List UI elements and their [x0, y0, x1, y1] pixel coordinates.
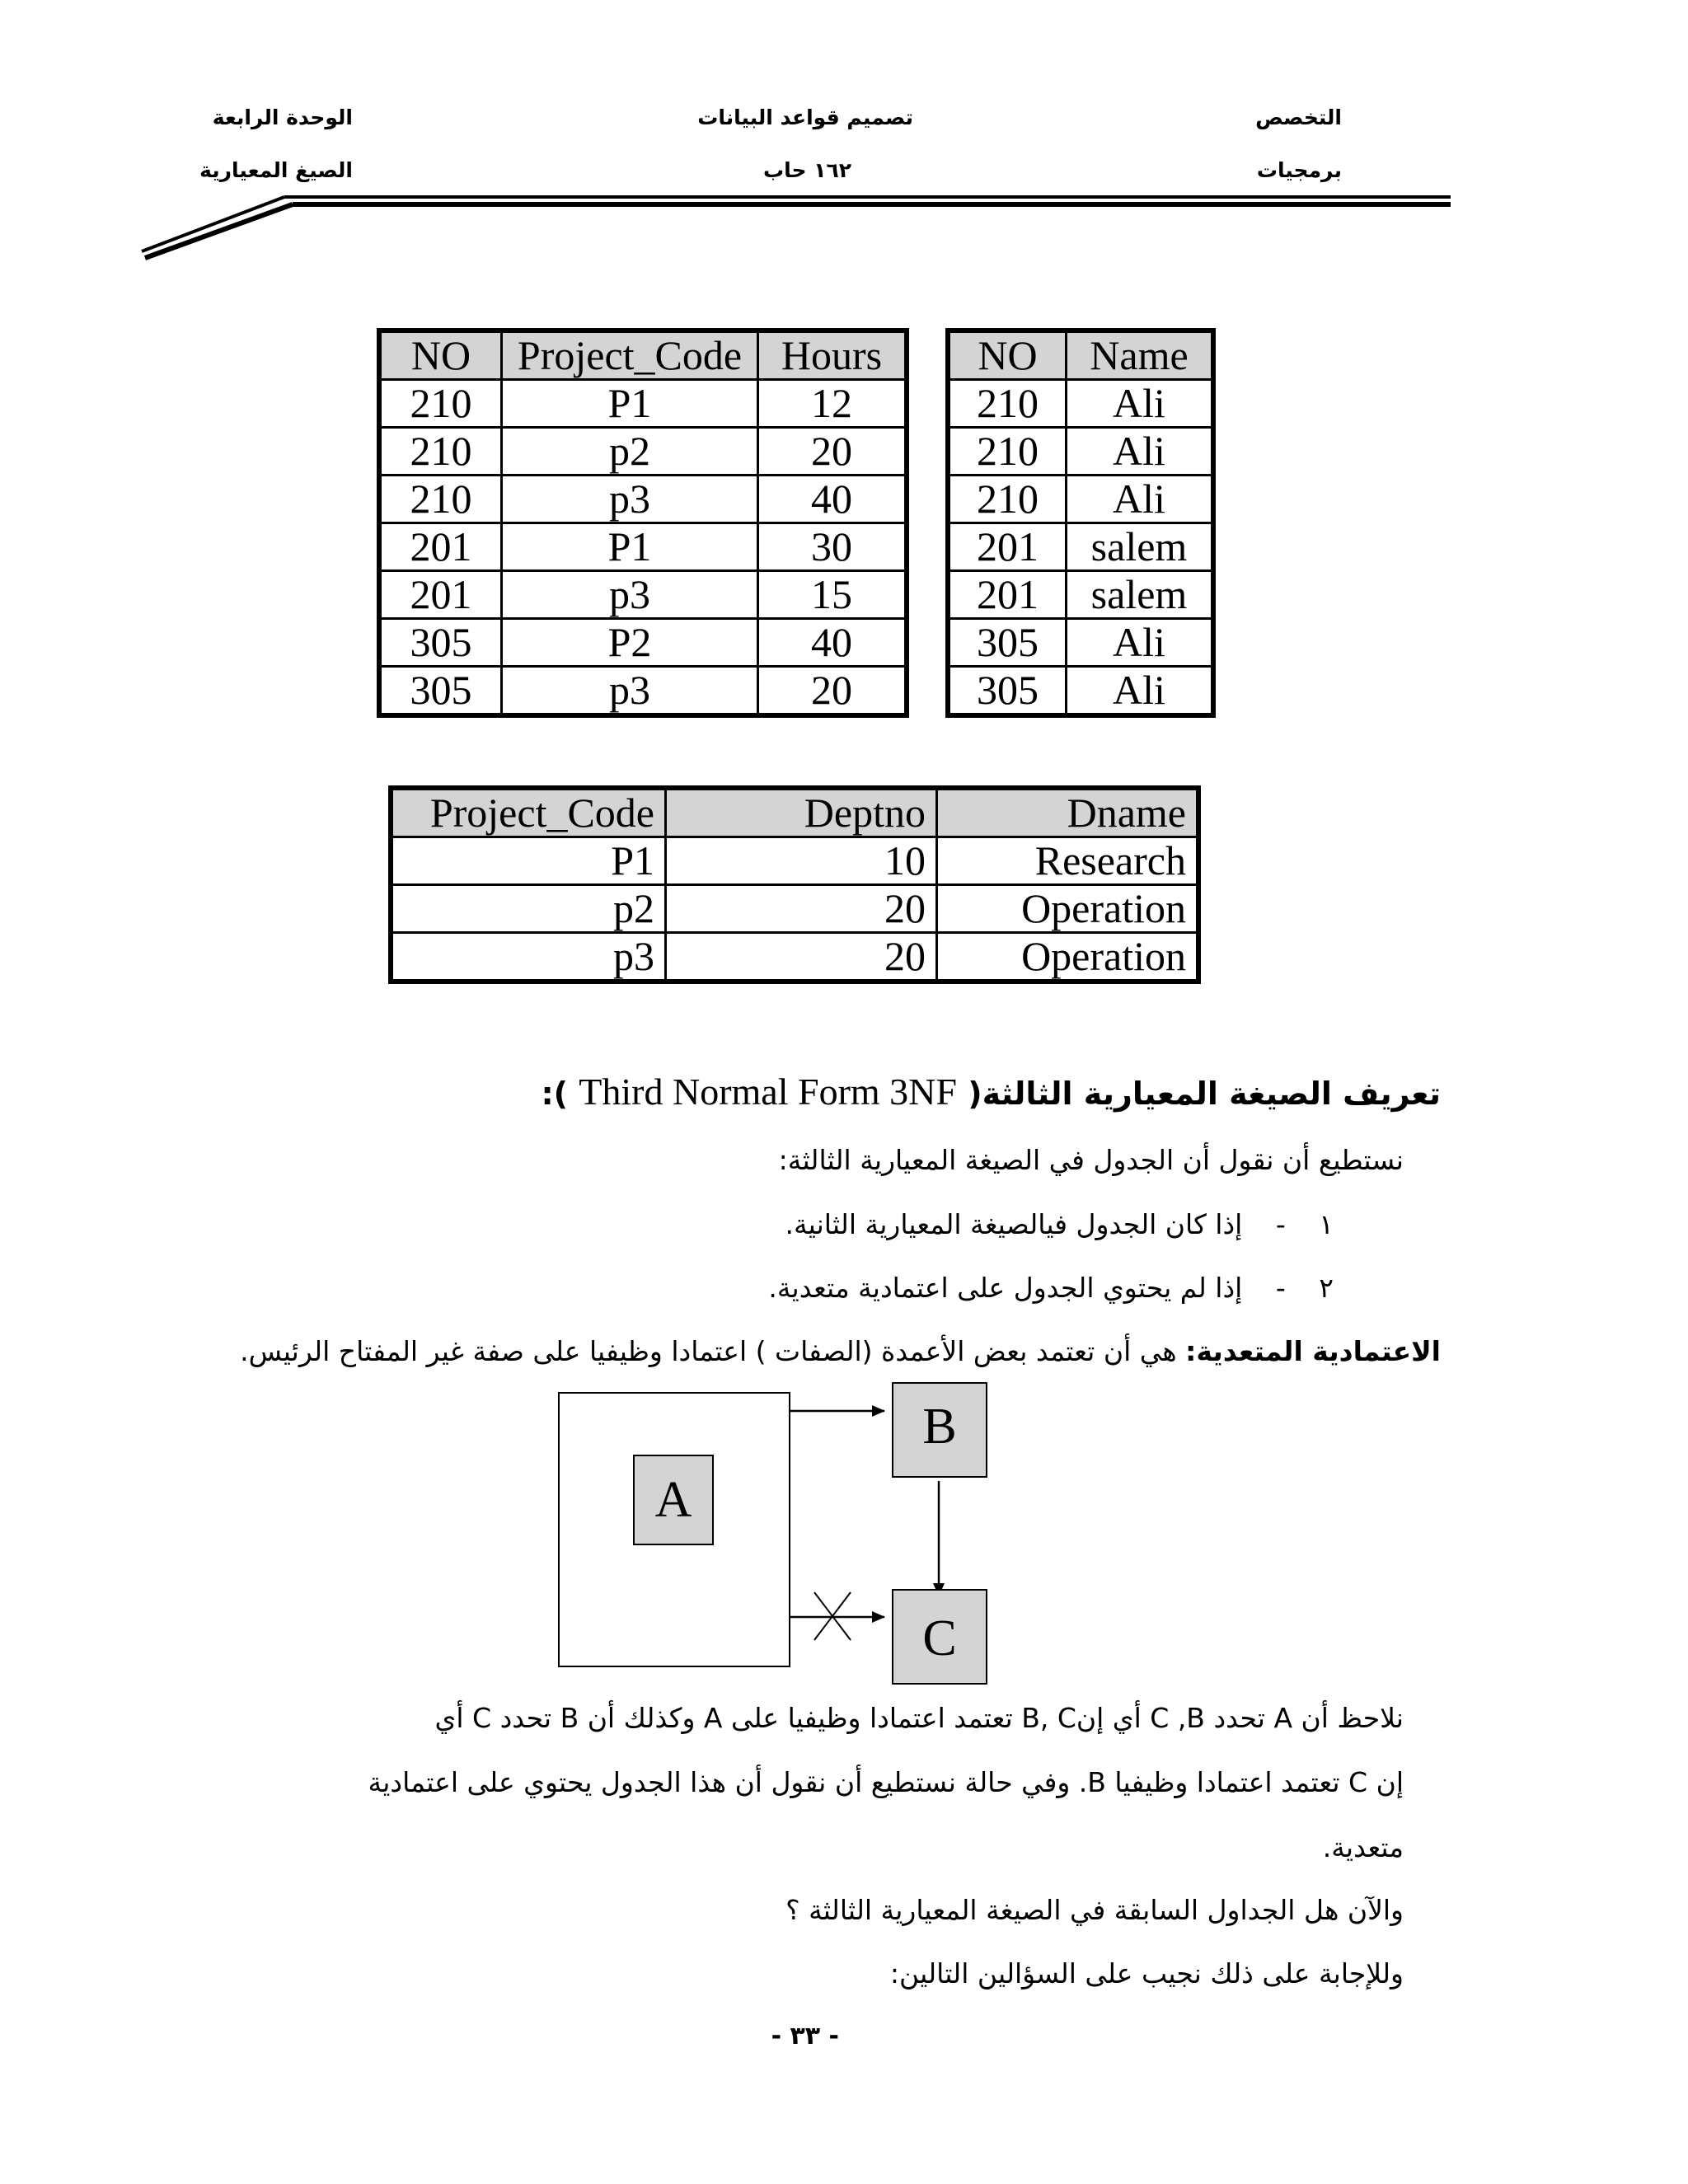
- cell: 210: [948, 476, 1067, 523]
- heading-open-paren: (: [968, 1076, 982, 1112]
- cell: p2: [391, 885, 666, 933]
- cell: 210: [379, 476, 502, 523]
- heading-english: Third Normal Form 3NF: [579, 1071, 957, 1113]
- attribute-b-box: B: [892, 1382, 987, 1478]
- list-text: إذا لم يحتوي الجدول على اعتمادية متعدية.: [768, 1272, 1243, 1304]
- col-dname-header: Dname: [937, 788, 1199, 837]
- explanation-line: نلاحظ أن A تحدد C ,B أي إنB, C تعتمد اعتمادا وظيفيا على A وكذلك أن B تحدد C أي: [434, 1702, 1404, 1734]
- cell: 20: [758, 667, 907, 716]
- header-specialization-value: برمجيات: [1256, 158, 1342, 182]
- cell: Ali: [1067, 667, 1214, 716]
- list-number: ١: [1319, 1208, 1334, 1240]
- cell: 210: [379, 380, 502, 428]
- cell: 201: [948, 523, 1067, 571]
- intro-text: نستطيع أن نقول أن الجدول في الصيغة المعيارية الثالثة:: [778, 1144, 1404, 1176]
- heading-arabic: تعريف الصيغة المعيارية الثالثة: [982, 1076, 1441, 1112]
- header-specialization-label: التخصص: [1255, 105, 1342, 129]
- col-no-header: NO: [379, 330, 502, 380]
- cell: Operation: [937, 933, 1199, 982]
- cell: 210: [948, 428, 1067, 476]
- cell: Operation: [937, 885, 1199, 933]
- header-course-code: ١٦٢ حاب: [762, 158, 851, 182]
- header-course-title: تصميم قواعد البيانات: [697, 105, 913, 129]
- cell: 305: [379, 619, 502, 667]
- cell: P1: [391, 837, 666, 885]
- page-number: - ٣٣ -: [771, 2022, 839, 2050]
- cell: Ali: [1067, 428, 1214, 476]
- list-text: إذا كان الجدول فيالصيغة المعيارية الثانية.: [785, 1208, 1243, 1240]
- col-deptno-header: Deptno: [666, 788, 937, 837]
- cell: p3: [502, 476, 758, 523]
- cell: 20: [758, 428, 907, 476]
- question-text: والآن هل الجداول السابقة في الصيغة المعيارية الثالثة ؟: [785, 1894, 1404, 1926]
- cell: 15: [758, 571, 907, 619]
- col-name-header: Name: [1067, 330, 1214, 380]
- cell: Ali: [1067, 476, 1214, 523]
- explanation-line: إن C تعتمد اعتمادا وظيفيا B. وفي حالة نستطيع أن نقول أن هذا الجدول يحتوي على اعتمادية: [368, 1766, 1404, 1798]
- cell: 12: [758, 380, 907, 428]
- cell: 305: [948, 619, 1067, 667]
- cell: p3: [391, 933, 666, 982]
- definition-label: الاعتمادية المتعدية:: [1185, 1335, 1441, 1367]
- cell: p2: [502, 428, 758, 476]
- cell: 305: [379, 667, 502, 716]
- cell: 10: [666, 837, 937, 885]
- list-number: ٢: [1319, 1272, 1334, 1304]
- cell: 40: [758, 619, 907, 667]
- definition-text: هي أن تعتمد بعض الأعمدة (الصفات ) اعتمادا وظيفيا على صفة غير المفتاح الرئيس.: [240, 1335, 1177, 1367]
- cell: 30: [758, 523, 907, 571]
- cell: p3: [502, 571, 758, 619]
- cell: Ali: [1067, 380, 1214, 428]
- list-dash: -: [1275, 1208, 1286, 1240]
- cell: P1: [502, 523, 758, 571]
- heading-close-paren: ):: [541, 1076, 569, 1112]
- cell: 201: [379, 571, 502, 619]
- col-no-header: NO: [948, 330, 1067, 380]
- col-project-code-header: Project_Code: [502, 330, 758, 380]
- cell: 201: [948, 571, 1067, 619]
- col-project-code-header: Project_Code: [391, 788, 666, 837]
- cell: Research: [937, 837, 1199, 885]
- cell: 210: [379, 428, 502, 476]
- cell: 201: [379, 523, 502, 571]
- cell: 305: [948, 667, 1067, 716]
- cell: 20: [666, 933, 937, 982]
- header-unit-title: الصيغ المعيارية: [199, 158, 353, 182]
- cell: Ali: [1067, 619, 1214, 667]
- explanation-line: متعدية.: [1322, 1831, 1404, 1863]
- cell: 210: [948, 380, 1067, 428]
- cell: salem: [1067, 523, 1214, 571]
- cell: 20: [666, 885, 937, 933]
- cell: p3: [502, 667, 758, 716]
- cell: salem: [1067, 571, 1214, 619]
- cell: 40: [758, 476, 907, 523]
- cell: P1: [502, 380, 758, 428]
- cell: P2: [502, 619, 758, 667]
- col-hours-header: Hours: [758, 330, 907, 380]
- list-dash: -: [1275, 1272, 1286, 1304]
- attribute-a-box: A: [633, 1455, 714, 1545]
- attribute-c-box: C: [892, 1589, 987, 1685]
- header-unit-label: الوحدة الرابعة: [212, 105, 353, 129]
- answer-intro-text: وللإجابة على ذلك نجيب على السؤالين التالين:: [889, 1957, 1404, 1990]
